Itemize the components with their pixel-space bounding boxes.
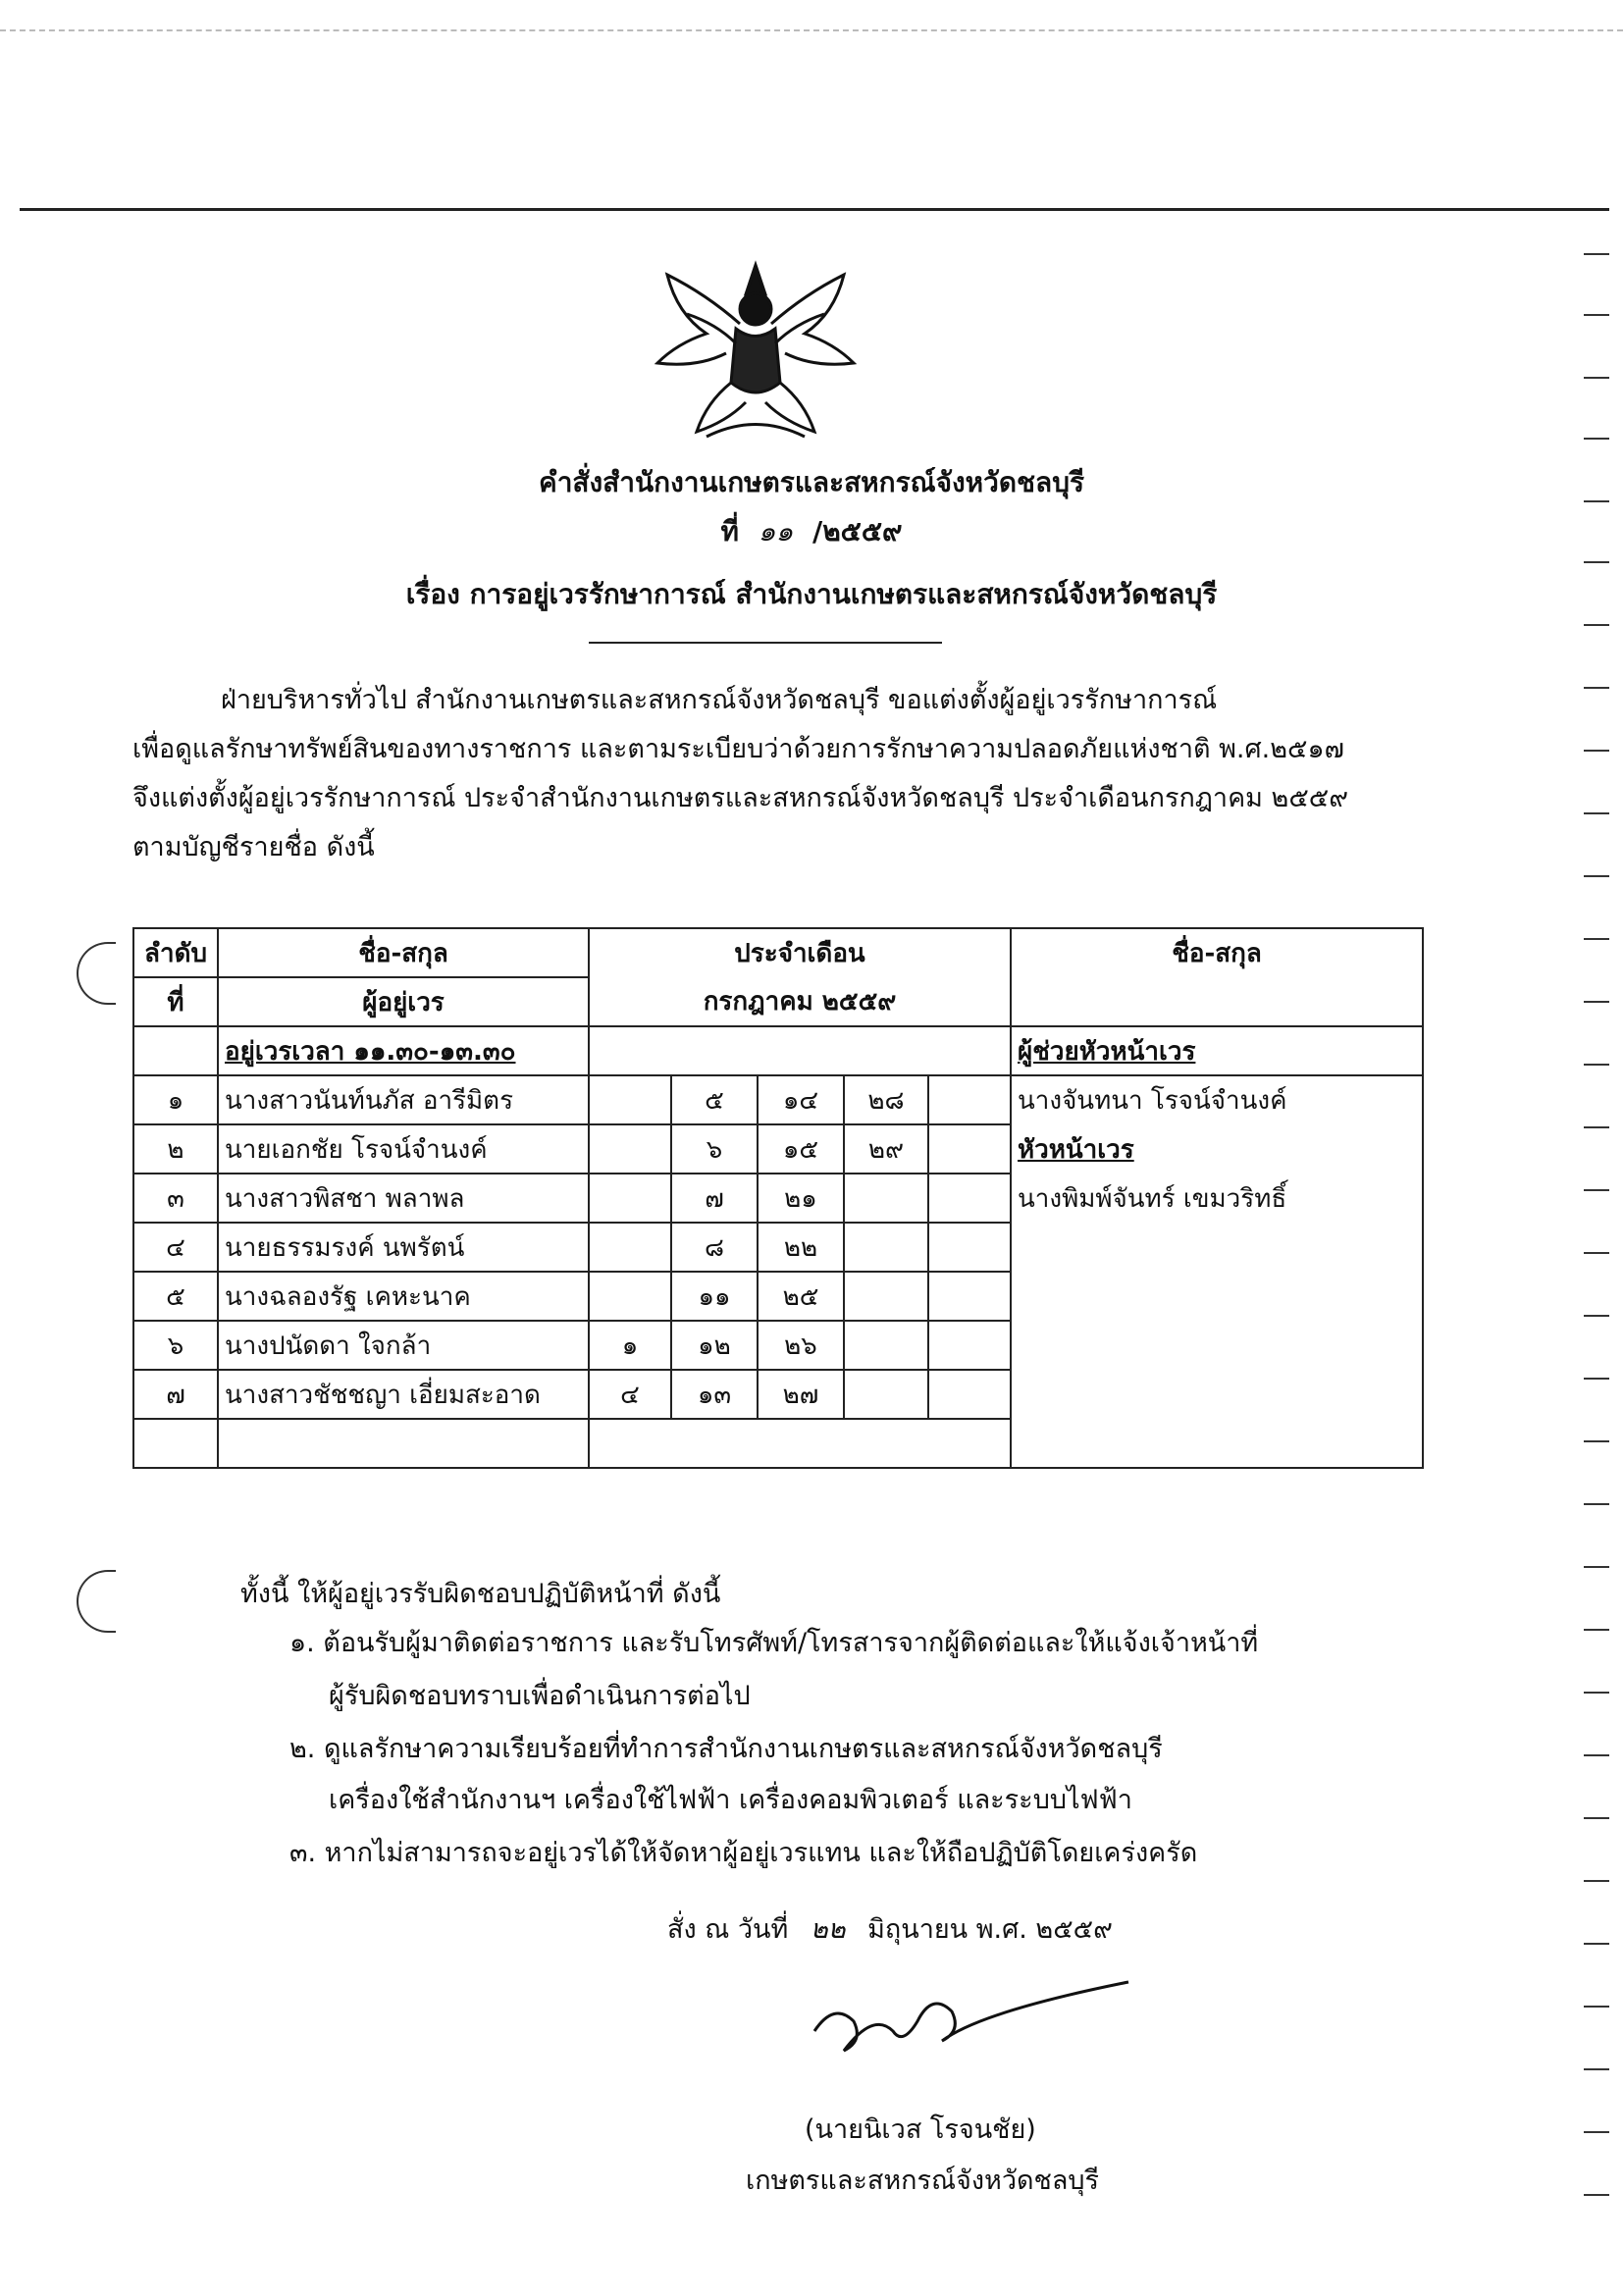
duty-item-2-line-1: ๒. ดูแลรักษาความเรียบร้อยที่ทำการสำนักงานเกษตรและสหกรณ์จังหวัดชลบุรี [289,1734,1163,1764]
header-rule [20,208,1609,211]
chief-label: หัวหน้าเวร [1011,1124,1423,1174]
row-name: นางฉลองรัฐ เคหะนาค [218,1272,589,1321]
row-day: ๒๒ [758,1223,844,1272]
time-row [133,1026,1423,1075]
order-no-prefix: ที่ [720,515,739,548]
row-day [844,1321,928,1370]
date-suffix: มิถุนายน พ.ศ. ๒๕๕๙ [867,1914,1113,1945]
row-no: ๑ [133,1075,218,1124]
para-line-2: เพื่อดูแลรักษาทรัพย์สินของทางราชการ และตามระเบียบว่าด้วยการรักษาความปลอดภัยแห่งชาติ พ.ศ.๒๕๑๗ [132,734,1344,764]
row-day [844,1272,928,1321]
row-day [928,1174,1011,1223]
row-day: ๒๘ [844,1075,928,1124]
subject-underline [589,642,942,644]
duty-item-3-line-1: ๓. หากไม่สามารถจะอยู่เวรได้ให้จัดหาผู้อยู่เวรแทน และให้ถือปฏิบัติโดยเคร่งครัด [289,1838,1198,1868]
row-day: ๒๑ [758,1174,844,1223]
row-day [589,1272,671,1321]
table-header-row-2 [133,977,1423,1026]
row-no: ๕ [133,1272,218,1321]
date-prefix: สั่ง ณ วันที่ [667,1914,789,1945]
punch-hole-icon [77,942,116,1005]
signer-position: เกษตรและสหกรณ์จังหวัดชลบุรี [746,2166,1100,2196]
row-name: นางสาวนันท์นภัส อารีมิตร [218,1075,589,1124]
row-day: ๑ [589,1321,671,1370]
order-date [667,1907,1113,1950]
table-row [133,1075,1423,1124]
row-day: ๑๒ [671,1321,758,1370]
table-row [133,1321,1423,1370]
row-day: ๕ [671,1075,758,1124]
scan-edge-line [0,29,1623,32]
date-day-handwritten: ๒๒ [810,1914,846,1945]
row-day: ๑๔ [758,1075,844,1124]
table-row-empty [133,1419,1423,1468]
row-no: ๓ [133,1174,218,1223]
chief-name: นางพิมพ์จันทร์ เขมวริทธิ์ [1011,1174,1423,1223]
row-day [928,1124,1011,1174]
signature-icon [805,1962,1138,2070]
row-day [928,1370,1011,1419]
table-row [133,1272,1423,1321]
row-day: ๔ [589,1370,671,1419]
col-month-header-2: กรกฎาคม ๒๕๕๙ [589,977,1011,1026]
table-row [133,1370,1423,1419]
row-day [844,1370,928,1419]
row-day: ๒๕ [758,1272,844,1321]
table-row [133,1223,1423,1272]
punch-hole-icon [77,1570,116,1633]
garuda-emblem-icon [648,255,864,451]
duty-item-1-line-2: ผู้รับผิดชอบทราบเพื่อดำเนินการต่อไป [329,1681,751,1711]
row-no: ๗ [133,1370,218,1419]
row-day: ๒๗ [758,1370,844,1419]
duty-item-2-line-2: เครื่องใช้สำนักงานฯ เครื่องใช้ไฟฟ้า เครื่องคอมพิวเตอร์ และระบบไฟฟ้า [329,1785,1132,1815]
row-day: ๑๓ [671,1370,758,1419]
order-number [0,510,1623,553]
row-day: ๑๑ [671,1272,758,1321]
row-day: ๒๙ [844,1124,928,1174]
row-day [589,1075,671,1124]
table-row [133,1124,1423,1174]
org-title: คำสั่งสำนักงานเกษตรและสหกรณ์จังหวัดชลบุรี [538,466,1085,498]
signer-name: (นายนิเวส โรจนชัย) [805,2114,1036,2145]
row-no: ๔ [133,1223,218,1272]
col-no-header-2: ที่ [133,977,218,1026]
row-day [928,1223,1011,1272]
row-day [928,1272,1011,1321]
order-year: /๒๕๕๙ [812,515,903,548]
table-header-row-1 [133,928,1423,977]
row-day [928,1075,1011,1124]
row-day: ๑๕ [758,1124,844,1174]
col-name-header-2: ผู้อยู่เวร [218,977,589,1026]
row-day [844,1223,928,1272]
row-no: ๒ [133,1124,218,1174]
row-day: ๘ [671,1223,758,1272]
para-line-3: จึงแต่งตั้งผู้อยู่เวรรักษาการณ์ ประจำสำนักงานเกษตรและสหกรณ์จังหวัดชลบุรี ประจำเดือนกรกฎาคม ๒๕๕๙ [132,783,1348,813]
col-no-header: ลำดับ [133,928,218,977]
row-no: ๖ [133,1321,218,1370]
row-name: นางสาวชัชชญา เอี่ยมสะอาด [218,1370,589,1419]
row-day [589,1223,671,1272]
row-day [844,1174,928,1223]
col-name-header: ชื่อ-สกุล [218,928,589,977]
assistant-label: ผู้ช่วยหัวหน้าเวร [1011,1026,1423,1075]
para-line-4: ตามบัญชีรายชื่อ ดังนี้ [132,832,375,862]
row-day: ๖ [671,1124,758,1174]
assistant-name: นางจันทนา โรจน์จำนงค์ [1011,1075,1423,1124]
duty-time-label: อยู่เวรเวลา ๑๑.๓๐-๑๓.๓๐ [218,1026,589,1075]
row-day: ๗ [671,1174,758,1223]
row-day [928,1321,1011,1370]
duties-intro: ทั้งนี้ ให้ผู้อยู่เวรรับผิดชอบปฏิบัติหน้าที่ ดังนี้ [240,1579,721,1609]
duty-item-1-line-1: ๑. ต้อนรับผู้มาติดต่อราชการ และรับโทรศัพท์/โทรสารจากผู้ติดต่อและให้แจ้งเจ้าหน้าที่ [289,1628,1259,1658]
row-name: นายธรรมรงค์ นพรัตน์ [218,1223,589,1272]
para-line-1: ฝ่ายบริหารทั่วไป สำนักงานเกษตรและสหกรณ์จังหวัดชลบุรี ขอแต่งตั้งผู้อยู่เวรรักษาการณ์ [221,685,1218,715]
row-name: นางสาวพิสชา พลาพล [218,1174,589,1223]
col-right-header: ชื่อ-สกุล [1011,928,1423,977]
row-day [589,1124,671,1174]
col-month-header: ประจำเดือน [589,928,1011,977]
subject-line: เรื่อง การอยู่เวรรักษาการณ์ สำนักงานเกษตรและสหกรณ์จังหวัดชลบุรี [405,578,1218,610]
duty-roster-table [132,927,1424,1469]
row-day [589,1174,671,1223]
row-day: ๒๖ [758,1321,844,1370]
table-row [133,1174,1423,1223]
order-no-handwritten: ๑๑ [758,515,794,548]
row-name: นายเอกชัย โรจน์จำนงค์ [218,1124,589,1174]
row-name: นางปนัดดา ใจกล้า [218,1321,589,1370]
